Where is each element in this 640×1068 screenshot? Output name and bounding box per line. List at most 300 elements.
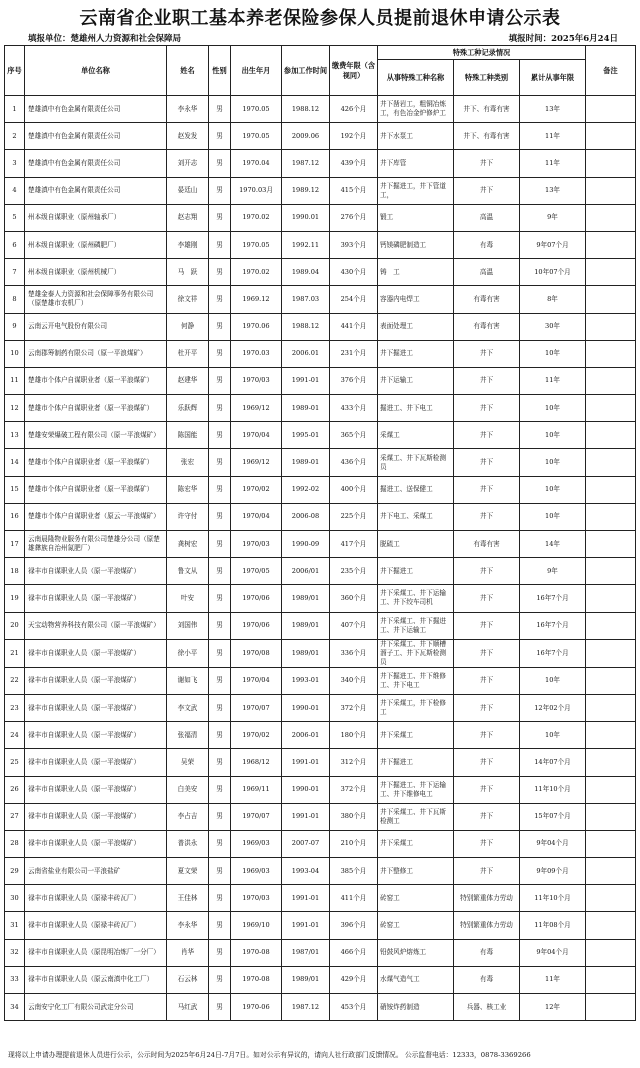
row-birth: 1970/05 [231,558,282,585]
row-special-category: 井下、有毒有害 [454,123,520,150]
row-birth: 1970/07 [231,803,282,830]
row-special-category: 井下 [454,639,520,667]
row-birth: 1970.04 [231,150,282,177]
row-gender: 男 [209,994,231,1021]
table-row [5,858,636,885]
row-work-start: 1990-09 [282,531,330,558]
row-unit: 云南安宁化工厂有限公司武定分公司 [25,994,167,1021]
row-special-years: 10年 [520,422,586,449]
row-special-years: 9年07个月 [520,231,586,258]
row-work-start: 1991-01 [282,912,330,939]
row-name: 鲁文从 [167,558,209,585]
row-special-years: 11年10个月 [520,885,586,912]
row-work-start: 2006/01 [282,558,330,585]
row-seq: 21 [5,639,25,667]
table-row [5,612,636,639]
row-birth: 1970-08 [231,966,282,993]
table-row [5,123,636,150]
row-birth: 1970-08 [231,939,282,966]
row-name: 张福清 [167,722,209,749]
row-birth: 1970.05 [231,96,282,123]
row-special-years: 9年 [520,558,586,585]
row-seq: 18 [5,558,25,585]
row-name: 夏文荣 [167,858,209,885]
row-remark [586,395,636,422]
row-remark [586,830,636,857]
row-birth: 1970.05 [231,123,282,150]
row-special-category: 井下 [454,803,520,830]
row-name: 龚树宏 [167,531,209,558]
row-remark [586,558,636,585]
row-special-type: 脱硫工 [378,531,454,558]
row-contrib: 254个月 [330,286,378,313]
row-remark [586,885,636,912]
row-seq: 16 [5,503,25,530]
table-row [5,585,636,612]
row-remark [586,123,636,150]
row-special-type: 容器内电焊工 [378,286,454,313]
header-special-category: 特殊工种类别 [454,60,520,96]
row-gender: 男 [209,885,231,912]
row-gender: 男 [209,449,231,476]
row-name: 叶安 [167,585,209,612]
row-unit: 禄丰市自谋职业人员（原一平浪煤矿） [25,722,167,749]
row-special-type: 采煤工、井下瓦斯检测员 [378,449,454,476]
row-contrib: 276个月 [330,204,378,231]
row-work-start: 1990-01 [282,694,330,721]
row-work-start: 1988.12 [282,96,330,123]
row-special-years: 16年7个月 [520,612,586,639]
row-remark [586,694,636,721]
row-name: 李雄刚 [167,231,209,258]
row-contrib: 372个月 [330,776,378,803]
row-special-type: 硝铵炸药制造 [378,994,454,1021]
row-special-type: 井下采煤工、井下运输工、井下绞车司机 [378,585,454,612]
row-name: 刘开志 [167,150,209,177]
row-gender: 男 [209,966,231,993]
row-contrib: 231个月 [330,340,378,367]
row-name: 吴荣 [167,749,209,776]
row-special-category: 井下 [454,558,520,585]
row-unit: 禄丰市自谋职业人员（原一平浪煤矿） [25,585,167,612]
row-gender: 男 [209,286,231,313]
row-contrib: 396个月 [330,912,378,939]
row-birth: 1969/12 [231,449,282,476]
row-contrib: 433个月 [330,395,378,422]
row-special-type: 掘进工、送保健工 [378,476,454,503]
row-special-years: 10年 [520,503,586,530]
row-gender: 男 [209,639,231,667]
row-unit: 州本级自谋职业（原州轴承厂） [25,204,167,231]
row-special-years: 9年04个月 [520,939,586,966]
row-name: 李永华 [167,912,209,939]
row-unit: 楚雄市个体户自谋职业者（原一平浪煤矿） [25,449,167,476]
row-birth: 1970.02 [231,259,282,286]
row-unit: 禄丰市自谋职业人员（原一平浪煤矿） [25,667,167,694]
row-remark [586,966,636,993]
row-name: 李占吉 [167,803,209,830]
row-work-start: 1988.12 [282,313,330,340]
row-remark [586,749,636,776]
row-gender: 男 [209,177,231,204]
footer-note: 现将以上申请办理提前退休人员进行公示，公示时间为2025年6月24日-7月7日。如对公示有异议的，请向人社行政部门反馈情况。 公示监督电话：12333，0878-3369266 [8,1051,531,1059]
row-contrib: 429个月 [330,966,378,993]
table-row [5,722,636,749]
header-special-years: 累计从事年限 [520,60,586,96]
row-seq: 14 [5,449,25,476]
row-gender: 男 [209,340,231,367]
row-gender: 男 [209,558,231,585]
row-special-type: 井下采煤工 [378,722,454,749]
row-special-type: 井下掘进工、井下运输工、井下维修电工 [378,776,454,803]
row-seq: 12 [5,395,25,422]
row-special-years: 10年 [520,722,586,749]
row-unit: 禄丰市自谋职业人员（原一平浪煤矿） [25,694,167,721]
row-special-years: 16年7个月 [520,585,586,612]
row-work-start: 1995-01 [282,422,330,449]
row-special-type: 井下凿岩工，粗铜冶炼工，有色冶金炉修炉工 [378,96,454,123]
row-seq: 34 [5,994,25,1021]
row-gender: 男 [209,313,231,340]
row-work-start: 1991-01 [282,885,330,912]
row-unit: 州本级自谋职业（原州磷肥厂） [25,231,167,258]
row-unit: 禄丰市自谋职业人员（原禄丰砖瓦厂） [25,885,167,912]
row-special-category: 井下 [454,830,520,857]
row-seq: 29 [5,858,25,885]
row-special-type: 井下库管 [378,150,454,177]
row-work-start: 1987/01 [282,939,330,966]
row-unit: 禄丰市自谋职业人员（原一平浪煤矿） [25,776,167,803]
row-work-start: 1987.03 [282,286,330,313]
row-remark [586,803,636,830]
row-special-type: 井下掘进工、井下维修工、井下电工 [378,667,454,694]
row-work-start: 1990-01 [282,776,330,803]
row-unit: 楚雄市个体户自谋职业者（原一平浪煤矿） [25,395,167,422]
row-special-years: 12年02个月 [520,694,586,721]
row-birth: 1970/08 [231,639,282,667]
row-work-start: 1989/01 [282,639,330,667]
row-seq: 3 [5,150,25,177]
table-row [5,503,636,530]
row-unit: 楚雄滇中有色金属有限责任公司 [25,177,167,204]
row-gender: 男 [209,667,231,694]
row-special-category: 井下 [454,150,520,177]
row-special-years: 10年 [520,667,586,694]
row-birth: 1969/12 [231,395,282,422]
row-seq: 28 [5,830,25,857]
row-special-type: 掘进工、井下电工 [378,395,454,422]
row-seq: 20 [5,612,25,639]
row-remark [586,449,636,476]
table-row [5,259,636,286]
row-special-years: 15年07个月 [520,803,586,830]
row-unit: 楚雄滇中有色金属有限责任公司 [25,96,167,123]
row-seq: 24 [5,722,25,749]
row-name: 陈宏华 [167,476,209,503]
table-row [5,749,636,776]
row-name: 何静 [167,313,209,340]
row-special-category: 井下 [454,776,520,803]
table-row [5,912,636,939]
fill-date: 填报时间：2025年6月24日 [508,34,618,44]
row-name: 徐小平 [167,639,209,667]
row-birth: 1970/02 [231,722,282,749]
row-special-years: 11年 [520,150,586,177]
row-contrib: 430个月 [330,259,378,286]
row-seq: 17 [5,531,25,558]
row-special-years: 9年 [520,204,586,231]
table-row [5,803,636,830]
row-work-start: 2007-07 [282,830,330,857]
row-work-start: 2009.06 [282,123,330,150]
table-row [5,177,636,204]
row-work-start: 1989/01 [282,612,330,639]
row-special-type: 井下采煤工、井下掘进工、井下运输工 [378,612,454,639]
row-gender: 男 [209,395,231,422]
row-special-category: 井下 [454,749,520,776]
row-gender: 男 [209,123,231,150]
row-unit: 禄丰市自谋职业人员（原一平浪煤矿） [25,749,167,776]
row-unit: 云南郡筹制药有限公司（原一平浪煤矿） [25,340,167,367]
row-special-type: 井下采煤工 [378,830,454,857]
row-remark [586,313,636,340]
row-name: 白美安 [167,776,209,803]
row-remark [586,204,636,231]
row-gender: 男 [209,612,231,639]
row-contrib: 192个月 [330,123,378,150]
row-contrib: 385个月 [330,858,378,885]
row-name: 石云林 [167,966,209,993]
row-remark [586,612,636,639]
row-remark [586,912,636,939]
row-name: 陈国能 [167,422,209,449]
table-row [5,667,636,694]
row-seq: 25 [5,749,25,776]
row-name: 赵志翔 [167,204,209,231]
row-contrib: 235个月 [330,558,378,585]
row-name: 张宏 [167,449,209,476]
row-work-start: 1993-01 [282,667,330,694]
header-work-start: 参加工作时间 [282,46,330,96]
row-gender: 男 [209,776,231,803]
row-contrib: 400个月 [330,476,378,503]
row-unit: 楚雄滇中有色金属有限责任公司 [25,150,167,177]
row-birth: 1970/06 [231,585,282,612]
row-work-start: 1991-01 [282,749,330,776]
row-work-start: 1991-01 [282,803,330,830]
row-special-years: 11年 [520,966,586,993]
row-special-category: 有毒有害 [454,313,520,340]
table-row [5,340,636,367]
row-unit: 楚雄市个体户自谋职业者（原一平浪煤矿） [25,367,167,394]
row-seq: 8 [5,286,25,313]
row-seq: 30 [5,885,25,912]
row-contrib: 417个月 [330,531,378,558]
row-seq: 5 [5,204,25,231]
row-special-category: 井下 [454,476,520,503]
row-birth: 1970.03 [231,340,282,367]
row-special-type: 井下采煤工，井下检修工 [378,694,454,721]
row-special-category: 兵器、核工业 [454,994,520,1021]
row-remark [586,177,636,204]
table-row [5,96,636,123]
table-row [5,531,636,558]
row-contrib: 426个月 [330,96,378,123]
row-contrib: 180个月 [330,722,378,749]
row-remark [586,667,636,694]
row-birth: 1968/12 [231,749,282,776]
table-row [5,150,636,177]
row-remark [586,531,636,558]
table-row [5,395,636,422]
row-name: 乐跃辉 [167,395,209,422]
header-remark: 备注 [586,46,636,96]
row-special-type: 井下掘进工 [378,340,454,367]
row-special-category: 井下 [454,395,520,422]
row-special-category: 井下 [454,612,520,639]
row-special-type: 采煤工 [378,422,454,449]
filler-unit: 填报单位：楚雄州人力资源和社会保障局 [28,34,182,44]
row-unit: 禄丰市自谋职业人员（原一平浪煤矿） [25,803,167,830]
row-special-category: 井下 [454,503,520,530]
row-seq: 19 [5,585,25,612]
row-special-type: 井下整修工 [378,858,454,885]
row-name: 马 跃 [167,259,209,286]
row-special-years: 10年 [520,340,586,367]
row-name: 徐文祥 [167,286,209,313]
row-name: 许守付 [167,503,209,530]
row-seq: 2 [5,123,25,150]
row-seq: 15 [5,476,25,503]
row-special-years: 11年10个月 [520,776,586,803]
row-contrib: 376个月 [330,367,378,394]
row-seq: 13 [5,422,25,449]
row-seq: 10 [5,340,25,367]
row-contrib: 210个月 [330,830,378,857]
header-seq: 序号 [5,46,25,96]
row-special-category: 井下 [454,858,520,885]
row-special-years: 30年 [520,313,586,340]
row-unit: 禄丰市自谋职业人员（原禄丰砖瓦厂） [25,912,167,939]
row-gender: 男 [209,476,231,503]
row-unit: 楚雄金泰人力资源和社会保障事务有限公司（原楚雄市农机厂） [25,286,167,313]
row-special-type: 砖窑工 [378,912,454,939]
table-row [5,939,636,966]
table-row [5,231,636,258]
row-contrib: 411个月 [330,885,378,912]
row-contrib: 372个月 [330,694,378,721]
row-name: 李永华 [167,96,209,123]
header-gender: 性别 [209,46,231,96]
row-birth: 1970/02 [231,476,282,503]
row-special-years: 8年 [520,286,586,313]
row-gender: 男 [209,503,231,530]
row-work-start: 1989-01 [282,449,330,476]
row-special-category: 有毒 [454,231,520,258]
row-unit: 禄丰市自谋职业人员（原昆明冶炼厂一分厂） [25,939,167,966]
row-remark [586,340,636,367]
row-special-category: 高温 [454,204,520,231]
row-work-start: 1991-01 [282,367,330,394]
row-name: 王佳林 [167,885,209,912]
row-special-category: 井下 [454,585,520,612]
row-seq: 31 [5,912,25,939]
row-remark [586,994,636,1021]
table-row [5,966,636,993]
row-seq: 23 [5,694,25,721]
row-unit: 州本级自谋职业（原州机械厂） [25,259,167,286]
row-work-start: 1992.11 [282,231,330,258]
row-special-years: 14年 [520,531,586,558]
row-special-category: 井下 [454,694,520,721]
row-seq: 1 [5,96,25,123]
row-gender: 男 [209,531,231,558]
row-name: 杜开平 [167,340,209,367]
row-work-start: 1992-02 [282,476,330,503]
row-contrib: 336个月 [330,639,378,667]
row-seq: 9 [5,313,25,340]
table-row [5,286,636,313]
row-gender: 男 [209,803,231,830]
row-gender: 男 [209,585,231,612]
row-special-category: 井下 [454,177,520,204]
row-gender: 男 [209,858,231,885]
row-birth: 1970/03 [231,531,282,558]
row-remark [586,96,636,123]
row-unit: 云南云开电气股份有限公司 [25,313,167,340]
row-special-type: 水煤气造气工 [378,966,454,993]
row-special-years: 14年07个月 [520,749,586,776]
row-birth: 1970/04 [231,422,282,449]
row-special-years: 10年 [520,476,586,503]
header-special-type: 从事特殊工种名称 [378,60,454,96]
row-remark [586,939,636,966]
table-row [5,776,636,803]
row-work-start: 1993-04 [282,858,330,885]
row-remark [586,776,636,803]
row-work-start: 1989/01 [282,585,330,612]
row-birth: 1970.03月 [231,177,282,204]
row-special-category: 井下 [454,667,520,694]
header-name: 姓名 [167,46,209,96]
row-birth: 1970.06 [231,313,282,340]
row-special-type: 铸 工 [378,259,454,286]
row-gender: 男 [209,367,231,394]
row-contrib: 380个月 [330,803,378,830]
header-unit: 单位名称 [25,46,167,96]
row-remark [586,150,636,177]
row-unit: 禄丰市自谋职业人员（原一平浪煤矿） [25,558,167,585]
row-gender: 男 [209,722,231,749]
row-birth: 1970.02 [231,204,282,231]
row-special-years: 10年 [520,449,586,476]
row-special-years: 12年 [520,994,586,1021]
row-work-start: 1990.01 [282,204,330,231]
row-special-type: 锻工 [378,204,454,231]
row-work-start: 1987.12 [282,150,330,177]
row-contrib: 441个月 [330,313,378,340]
row-gender: 男 [209,749,231,776]
row-birth: 1970/03 [231,885,282,912]
table-row [5,830,636,857]
row-work-start: 2006-08 [282,503,330,530]
row-special-category: 井下 [454,340,520,367]
table-row [5,694,636,721]
row-seq: 33 [5,966,25,993]
row-name: 李文武 [167,694,209,721]
row-remark [586,639,636,667]
row-unit: 楚雄滇中有色金属有限责任公司 [25,123,167,150]
